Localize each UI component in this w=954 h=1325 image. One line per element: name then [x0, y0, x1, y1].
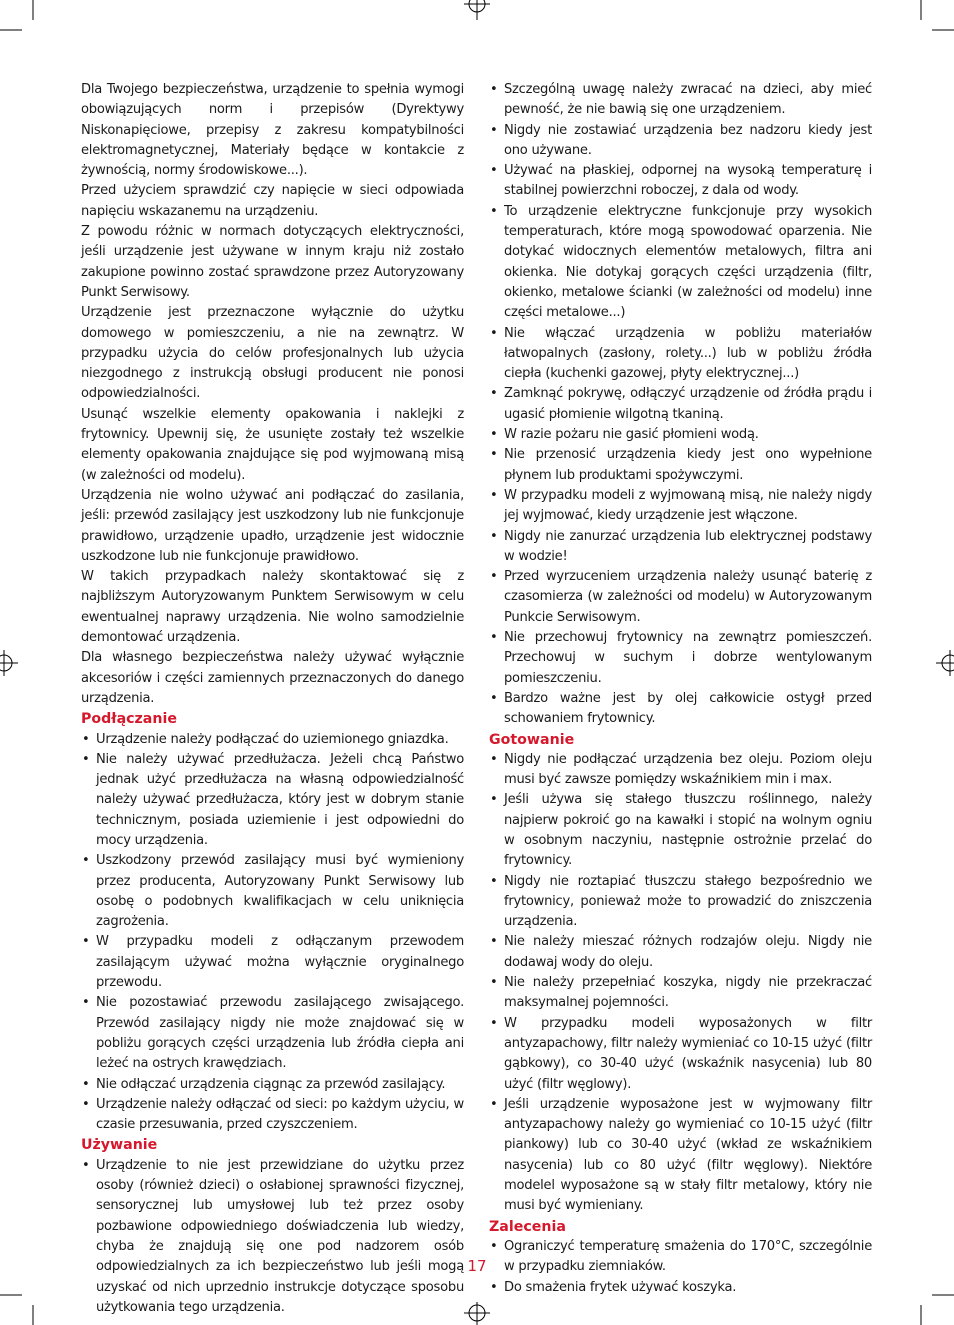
- list-item: • Nie odłączać urządzenia ciągnąc za przewód zasilający.: [81, 1075, 464, 1095]
- list-item: • Do smażenia frytek używać koszyka.: [489, 1278, 872, 1298]
- list-item: • W przypadku modeli z odłączanym przewodem zasilającym używać można wyłącznie oryginalnego przewodu.: [81, 932, 464, 993]
- page-number: 17: [467, 1257, 487, 1275]
- list-item: • Nigdy nie roztapiać tłuszczu stałego bezpośrednio we frytownicy, ponieważ może to prowadzić do zniszczenia urządzenia.: [489, 872, 872, 933]
- uzywanie-list: [81, 1156, 464, 1318]
- section-title-zalecenia: Zalecenia: [489, 1218, 566, 1235]
- list-item: • W przypadku modeli wyposażonych w filtr antyzapachowy, filtr należy wymieniać co 10-15 użyć (filtr gąbkowy), co 30-40 użyć (wskaźnik nasycenia) lub 80 użyć (filtr węglowy).: [489, 1014, 872, 1095]
- list-item: • Nie pozostawiać przewodu zasilającego zwisającego. Przewód zasilający nigdy nie może znajdować się w pobliżu gorących części urządzenia lub źródła ciepła ani leżeć na ostrych krawędziach.: [81, 993, 464, 1074]
- list-item: • Uszkodzony przewód zasilający musi być wymieniony przez producenta, Autoryzowany Punkt Serwisowy lub osobę o podobnych kwalifikacjach w celu uniknięcia zagrożenia.: [81, 851, 464, 932]
- paragraph: W takich przypadkach należy skontaktować się z najbliższym Autoryzowanym Punktem Serwisowym w celu ewentualnej naprawy urządzenia. Nie wolno samodzielnie demontować urządzenia.: [81, 569, 464, 646]
- intro-block: [81, 80, 464, 709]
- gotowanie-list: [489, 750, 872, 1217]
- list-item: • Jeśli urządzenie wyposażone jest w wyjmowany filtr antyzapachowy należy go wymieniać co 10-15 użyć (filtr piankowy) lub co 30-40 użyć (wkład ze wskaźnikiem nasycenia) lub co 80 użyć (filtr węglowy). Niektóre modelel wyposażone są w stały filtr metalowy, który nie musi być wymieniany.: [489, 1095, 872, 1217]
- list-item: • Używać na płaskiej, odpornej na wysoką temperaturę i stabilnej powierzchni roboczej, z dala od wody.: [489, 161, 872, 202]
- paragraph: Urządzenie jest przeznaczone wyłącznie do użytku domowego w pomieszczeniu, a nie na zewnątrz. W przypadku użycia do celów profesjonalnych lub użycia niezgodnego z instrukcją obsługi producent nie ponosi odpowiedzialności.: [81, 305, 464, 402]
- paragraph: Z powodu różnic w normach dotyczących elektryczności, jeśli urządzenie jest używane w innym kraju niż zostało zakupione powinno zostać sprawdzone przez Autoryzowany Punkt Serwisowy.: [81, 224, 464, 300]
- list-item: • Zamknąć pokrywę, odłączyć urządzenie od źródła prądu i ugasić płomienie wilgotną tkaniną.: [489, 384, 872, 425]
- section-title-gotowanie: Gotowanie: [489, 731, 575, 748]
- list-item: • To urządzenie elektryczne funkcjonuje przy wysokich temperaturach, które mogą spowodować oparzenia. Nie dotykać widocznych elementów metalowych, filtra ani okienka. Nie dotykaj gorących części urządzenia (filtr, okienko, metalowe ścianki (w zależności od modelu) inne części metalowe...): [489, 202, 872, 324]
- list-item: • Przed wyrzuceniem urządzenia należy usunąć baterię z czasomierza (w zależności od modelu) w Autoryzowanym Punkcie Serwisowym.: [489, 567, 872, 628]
- section-title-uzywanie: Używanie: [81, 1137, 158, 1154]
- podlaczanie-list: [81, 730, 464, 1136]
- section-title-podlaczanie: Podłączanie: [81, 711, 177, 728]
- list-item: • Bardzo ważne jest by olej całkowicie ostygł przed schowaniem frytownicy.: [489, 689, 872, 730]
- list-item: • Nigdy nie podłączać urządzenia bez oleju. Poziom oleju musi być zawsze pomiędzy wskaźnikiem min i max.: [489, 750, 872, 791]
- list-item: • Nigdy nie zostawiać urządzenia bez nadzoru kiedy jest ono używane.: [489, 121, 872, 162]
- list-item: • Nie należy przepełniać koszyka, nigdy nie przekraczać maksymalnej pojemności.: [489, 973, 872, 1014]
- list-item: • Urządzenie należy podłączać do uziemionego gniazdka.: [81, 730, 464, 750]
- list-item: • Szczególną uwagę należy zwracać na dzieci, aby mieć pewność, że nie bawią się one urządzeniem.: [489, 80, 872, 121]
- right-column: [489, 80, 872, 1298]
- list-item: • Nie należy mieszać różnych rodzajów oleju. Nigdy nie dodawaj wody do oleju.: [489, 932, 872, 973]
- paragraph: Urządzenia nie wolno używać ani podłączać do zasilania, jeśli: przewód zasilający jest uszkodzony lub nie funkcjonuje prawidłowo, urządzenie upadło, urządzenie jest widocznie uszkodzone lub nie funkcjonuje prawidłowo.: [81, 487, 464, 564]
- safety-list: [489, 80, 872, 730]
- list-item: • Nie przechowuj frytownicy na zewnątrz pomieszczeń. Przechowuj w suchym i dobrze wentylowanym pomieszczeniu.: [489, 628, 872, 689]
- left-column: [81, 80, 464, 1318]
- paragraph: Przed użyciem sprawdzić czy napięcie w sieci odpowiada napięciu wskazanemu na urządzeniu.: [81, 183, 464, 219]
- list-item: • Urządzenie to nie jest przewidziane do użytku przez osoby (również dzieci) o osłabionej sprawności fizycznej, sensorycznej lub umysłowej lub też przez osoby pozbawione odpowiedniego doświadczenia lub wiedzy, chyba że znajdują się one pod nadzorem osób odpowiedzialnych za ich bezpieczeństwo lub jeśli mogą uzyskać od nich uprzednio instrukcje dotyczące sposobu użytkowania tego urządzenia.: [81, 1156, 464, 1318]
- list-item: • W przypadku modeli z wyjmowaną misą, nie należy nigdy jej wyjmować, kiedy urządzenie jest włączone.: [489, 486, 872, 527]
- list-item: • Nie przenosić urządzenia kiedy jest ono wypełnione płynem lub produktami spożywczymi.: [489, 445, 872, 486]
- list-item: • Jeśli używa się stałego tłuszczu roślinnego, należy najpierw pokroić go na kawałki i stopić na wolnym ogniu w osobnym naczyniu, następnie ostrożnie przelać do frytownicy.: [489, 790, 872, 871]
- paragraph: Dla własnego bezpieczeństwa należy używać wyłącznie akcesoriów i części zamiennych przeznaczonych do danego urządzenia.: [81, 650, 464, 706]
- list-item: • Ograniczyć temperaturę smażenia do 170°C, szczególnie w przypadku ziemniaków.: [489, 1237, 872, 1278]
- paragraph: Dla Twojego bezpieczeństwa, urządzenie to spełnia wymogi obowiązujących norm i przepisów (Dyrektywy Niskonapięciowe, przepisy z zakresu kompatybilności elektromagnetycznej, Materiały będące w kontakcie z żywnością, normy środowiskowe...).: [81, 82, 464, 179]
- list-item: • Nie należy używać przedłużacza. Jeżeli chcą Państwo jednak użyć przedłużacza na własną odpowiedzialność należy używać przedłużacza, który jest w dobrym stanie technicznym, posiada uziemienie i jest odpowiedni do mocy urządzenia.: [81, 750, 464, 851]
- list-item: • W razie pożaru nie gasić płomieni wodą.: [489, 425, 872, 445]
- list-item: • Urządzenie należy odłączać od sieci: po każdym użyciu, w czasie przesuwania, przed czyszczeniem.: [81, 1095, 464, 1136]
- list-item: • Nigdy nie zanurzać urządzenia lub elektrycznej podstawy w wodzie!: [489, 527, 872, 568]
- list-item: • Nie włączać urządzenia w pobliżu materiałów łatwopalnych (zasłony, rolety...) lub w pobliżu źródła ciepła (kuchenki gazowej, płyty elektrycznej...): [489, 324, 872, 385]
- paragraph: Usunąć wszelkie elementy opakowania i naklejki z frytownicy. Upewnij się, że usunięte zostały też wszelkie elementy opakowania znajdujące się pod wyjmowaną misą (w zależności od modelu).: [81, 406, 464, 483]
